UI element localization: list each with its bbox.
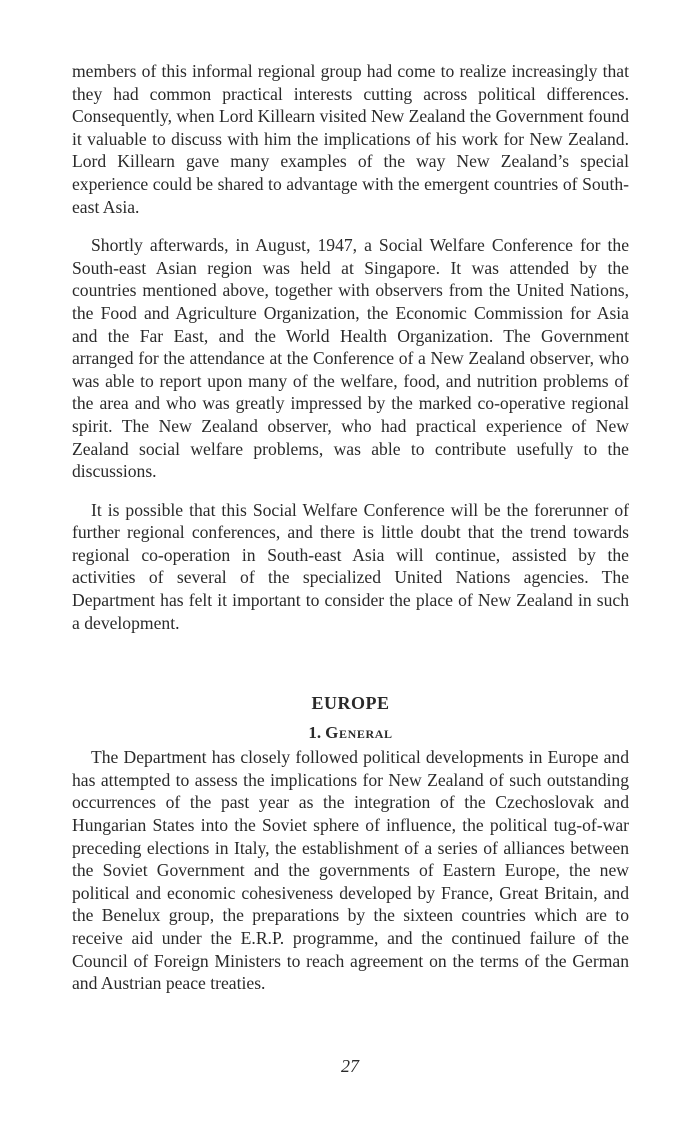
paragraph-gap (72, 483, 629, 499)
paragraph-social-welfare-conference: Shortly afterwards, in August, 1947, a Social Welfare Conference for the South-east Asian region was held at Singapore. It was attended by the countries mentioned above, together with observers from the United Nations, the Food and Agriculture Organization, the Economic Commission for Asia and the Far East, and the World Health Organization. The Government arranged for the attendance at the Conference of a New Zealand observer, who was able to report upon many of the welfare, food, and nutrition problems of the area and who was greatly impressed by the marked co-operative regional spirit. The New Zealand observer, who had practical experience of New Zealand social welfare problems, was able to contribute usefully to the discussions. (72, 235, 629, 482)
paragraph-gap (72, 218, 629, 234)
paragraph-continuation: members of this informal regional group had come to realize increasingly that they had common practical interests cutting across political differences. Consequently, when Lord Killearn visited New Zealand the Government found it valuable to discuss with him the implications of his work for New Zealand. Lord Killearn gave many examples of the way New Zealand’s special experience could be shared to advantage with the emergent countries of South-east Asia. (72, 61, 629, 217)
paragraph-europe-developments: The Department has closely followed political developments in Europe and has attempted to assess the implications for New Zealand of such outstanding occurrences of the past year as the integration of the Czechoslovak and Hungarian States into the Soviet sphere of influence, the political tug-of-war preceding elections in Italy, the establishment of a series of alliances between the Soviet Government and the governments of Eastern Europe, the new political and economic cohesiveness developed by France, Great Britain, and the Benelux group, the preparations by the sixteen countries which are to receive aid under the E.R.P. programme, and the continued failure of the Council of Foreign Ministers to reach agreement on the terms of the German and Austrian peace treaties. (72, 747, 629, 994)
paragraph-regional-cooperation: It is possible that this Social Welfare Conference will be the forerunner of further regional conferences, and there is little doubt that the trend towards regional co-operation in South-east Asia will continue, assisted by the activities of several of the specialized United Nations agencies. The Department has felt it important to consider the place of New Zealand in such a development. (72, 499, 629, 633)
document-page (72, 60, 629, 995)
page-number: 27 (341, 1056, 359, 1076)
subsection-label: General (325, 723, 393, 743)
section-title: EUROPE (311, 693, 390, 714)
subsection-title (72, 722, 629, 744)
subsection-number: 1. (308, 723, 322, 743)
